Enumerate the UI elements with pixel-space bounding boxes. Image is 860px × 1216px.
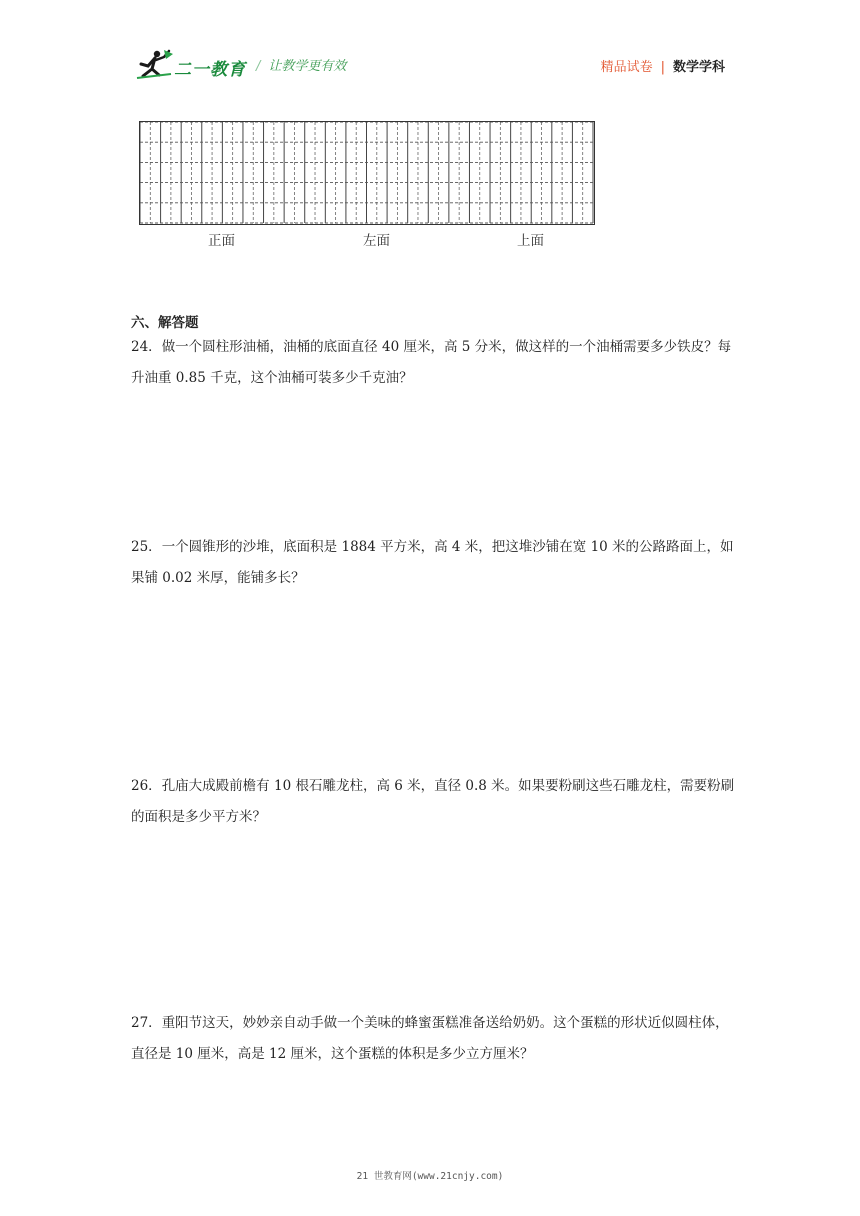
view-label-top: 上面 — [517, 233, 544, 249]
question-25 — [131, 532, 736, 594]
slogan-text: 让教学更有效 — [268, 59, 347, 74]
subject-label: 数学学科 — [672, 60, 725, 75]
exam-label: 精品试卷 — [600, 60, 653, 75]
question-26 — [131, 771, 736, 833]
question-27 — [131, 1008, 736, 1070]
question-number: 26． — [131, 778, 162, 794]
question-text: 一个圆锥形的沙堆，底面积是 1884 平方米，高 4 米，把这堆沙铺在宽 10 米的公路路面上，如果铺 0.02 米厚，能铺多长？ — [131, 539, 734, 586]
question-text: 孔庙大成殿前檐有 10 根石雕龙柱，高 6 米，直径 0.8 米。如果要粉刷这些石雕龙柱，需要粉刷的面积是多少平方米？ — [131, 778, 735, 825]
question-24 — [131, 332, 736, 394]
header-separator: | — [660, 60, 665, 75]
question-text: 重阳节这天，妙妙亲自动手做一个美味的蜂蜜蛋糕准备送给奶奶。这个蛋糕的形状近似圆柱体，直径是 10 厘米，高是 12 厘米，这个蛋糕的体积是多少立方厘米？ — [131, 1015, 729, 1062]
view-label-front: 正面 — [208, 233, 235, 249]
question-text: 做一个圆柱形油桶，油桶的底面直径 40 厘米，高 5 分米，做这样的一个油桶需要多少铁皮？每升油重 0.85 千克，这个油桶可装多少千克油？ — [131, 339, 732, 386]
view-label-left: 左面 — [363, 233, 390, 249]
logo-text: 二一教育 — [174, 60, 246, 80]
page-footer: 21 世教育网(www.21cnjy.com) — [356, 1171, 504, 1182]
grid-lines — [140, 122, 596, 226]
drawing-grid — [139, 121, 595, 225]
header-right — [601, 56, 725, 75]
question-number: 27． — [131, 1015, 162, 1031]
question-number: 24． — [131, 339, 162, 355]
question-number: 25． — [131, 539, 162, 555]
section-title: 六、解答题 — [131, 315, 199, 331]
page-header — [0, 0, 860, 100]
slogan: / 让教学更有效 — [256, 59, 347, 74]
